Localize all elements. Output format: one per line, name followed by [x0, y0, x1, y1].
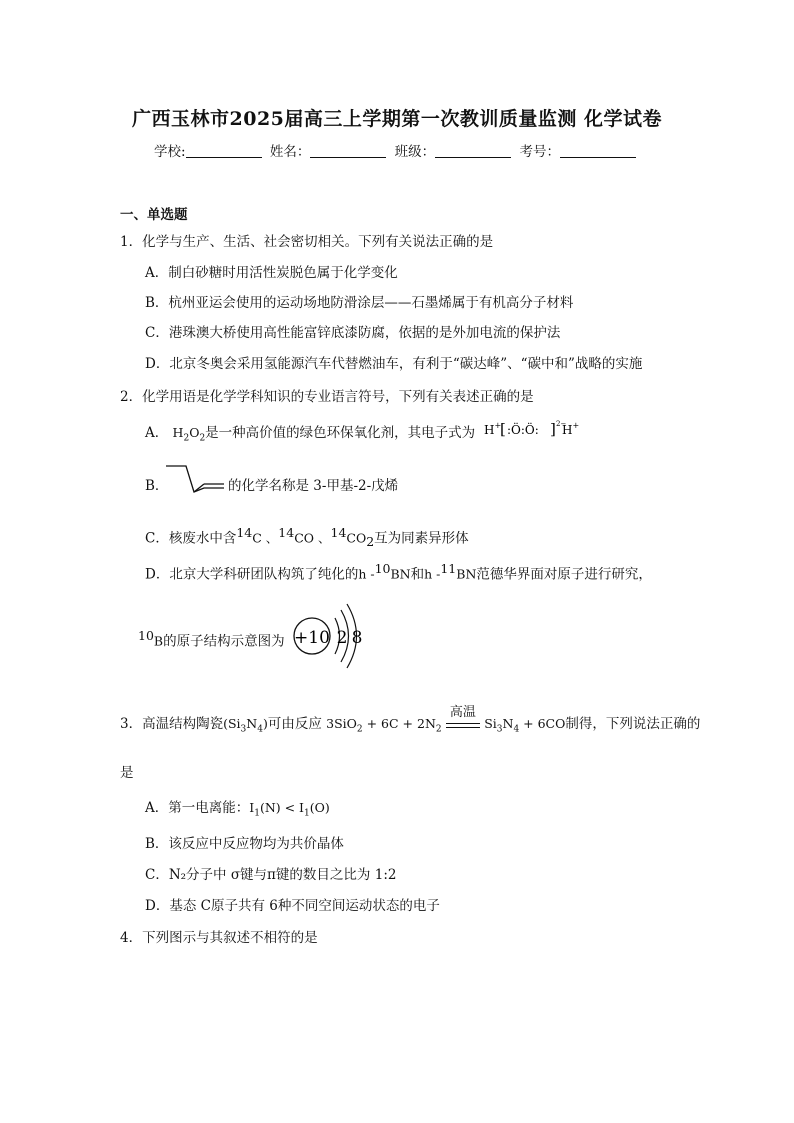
student-info-row: [0, 140, 794, 160]
question-1-option-b: B．杭州亚运会使用的运动场地防滑涂层——石墨烯属于有机高分子材料: [145, 295, 574, 311]
question-3-option-d: D．基态 C原子共有 6种不同空间运动状态的电子: [145, 898, 440, 914]
option-a-label: A．: [145, 425, 169, 441]
svg-text:8: 8: [351, 628, 363, 648]
question-2-option-a: [145, 421, 475, 444]
question-3-option-a: A．第一电离能：$I_1(N) < I_1(O)$: [145, 800, 330, 819]
question-3-option-b: B．该反应中反应物均为共价晶体: [145, 836, 344, 852]
question-2-option-b-text: 的化学名称是 3-甲基-2-戊烯: [228, 478, 399, 494]
svg-text:H+: H+: [562, 421, 580, 437]
question-2-option-b-label: B．: [145, 478, 169, 494]
question-3-option-c: C．N₂分子中 σ键与π键的数目之比为 1:2: [145, 867, 397, 883]
school-label: 学校:: [154, 144, 186, 160]
class-blank[interactable]: [435, 143, 511, 158]
svg-text:H+: H+: [484, 421, 502, 437]
question-3-stem-cont: 是: [120, 765, 134, 781]
svg-text:[: [: [500, 420, 506, 438]
question-1-stem: 1．化学与生产、生活、社会密切相关。下列有关说法正确的是: [120, 234, 494, 250]
svg-text:2−: 2−: [556, 420, 567, 428]
h2o2-formula: $H_2O_2$: [172, 425, 206, 444]
class-label: 班级：: [394, 144, 436, 160]
question-2-option-c: C．核废水中含$^{14}$C 、$^{14}$CO 、$^{14}CO_2$互为同素异形体: [145, 525, 469, 550]
skeletal-structure-figure: [160, 462, 230, 502]
svg-text:2: 2: [336, 628, 348, 648]
svg-text:]: ]: [550, 420, 556, 438]
electron-formula-figure: [484, 415, 584, 443]
name-label: 姓名：: [269, 144, 311, 160]
school-blank[interactable]: [186, 143, 262, 158]
option-a-text: 是一种高价值的绿色环保氧化剂，其电子式为: [205, 425, 476, 441]
exam-no-blank[interactable]: [560, 143, 636, 158]
question-1-option-a: A．制白砂糖时用活性炭脱色属于化学变化: [145, 265, 398, 281]
question-2-stem: 2．化学用语是化学学科知识的专业语言符号，下列有关表述正确的是: [120, 389, 534, 405]
section-heading: 一、单选题: [120, 207, 188, 223]
exam-no-label: 考号：: [519, 144, 560, 160]
svg-text:+10: +10: [294, 628, 330, 648]
atomic-structure-diagram: [290, 596, 370, 676]
question-1-option-d: D．北京冬奥会采用氢能源汽车代替燃油车，有利于“碳达峰”、“碳中和”战略的实施: [145, 356, 643, 372]
name-blank[interactable]: [310, 143, 386, 158]
question-1-option-c: C．港珠澳大桥使用高性能富锌底漆防腐，依据的是外加电流的保护法: [145, 325, 561, 341]
svg-text::Ö:Ö:: :Ö:Ö:: [507, 423, 539, 437]
document-title: 广西玉林市2025届高三上学期第一次教训质量监测 化学试卷: [132, 108, 662, 130]
question-4-stem: 4．下列图示与其叙述不相符的是: [120, 930, 318, 946]
question-3-stem: 3．高温结构陶瓷$(Si_3N_4)$可由反应 $3SiO_2 + 6C + 2N_2$ 高温 $Si_3N_4 + 6CO$制得，下列说法正确的: [120, 705, 701, 735]
question-2-option-d: D．北京大学科研团队构筑了纯化的h -$^{10}$BN和h -$^{11}$BN范德华界面对原子进行研究，: [145, 561, 652, 583]
question-2-option-d-line2: $^{10}$B的原子结构示意图为: [138, 628, 285, 650]
reaction-condition: 高温: [446, 718, 480, 728]
